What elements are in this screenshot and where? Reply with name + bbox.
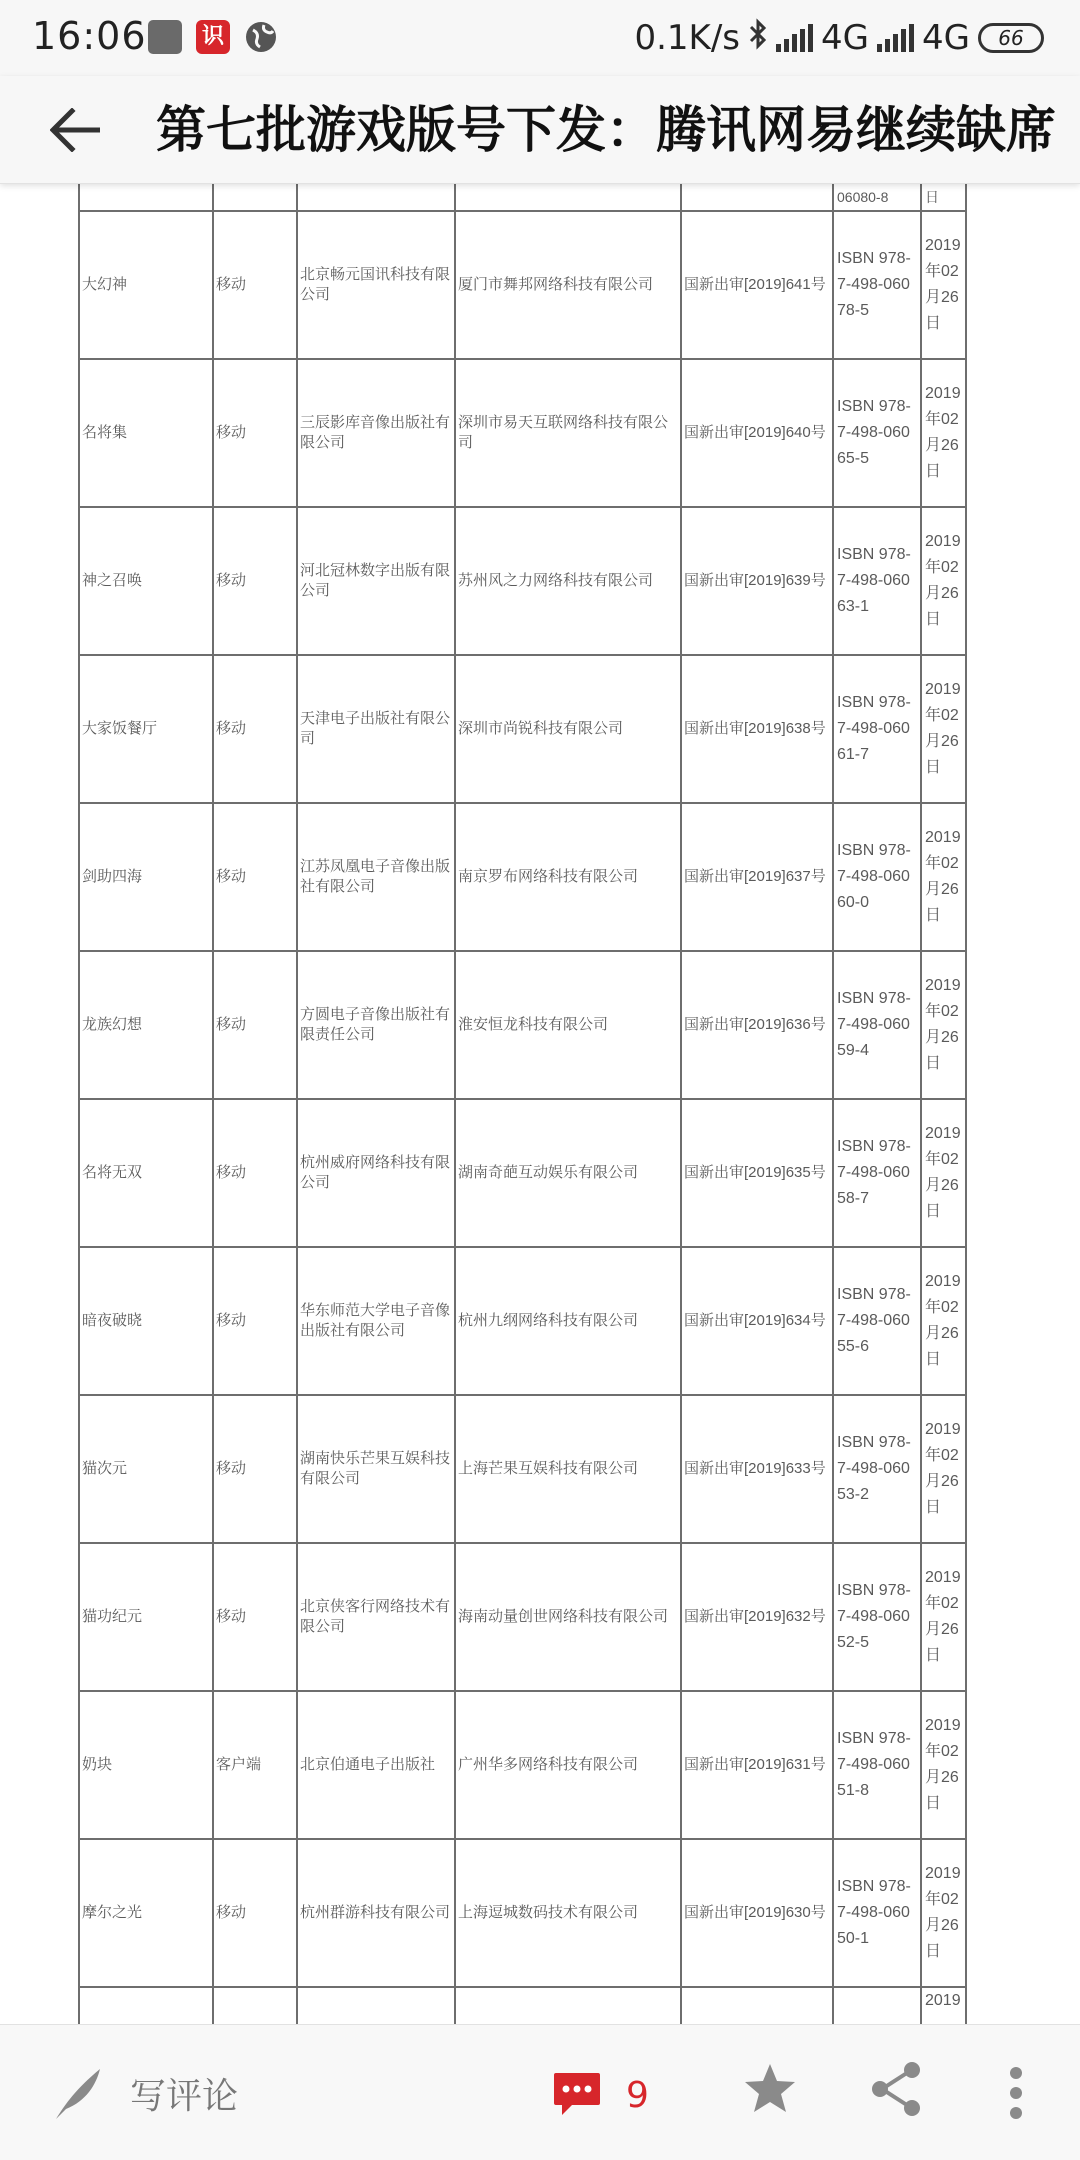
cell-date: 2019年02月26日 xyxy=(925,1717,961,1812)
cell-isbn: ISBN 978-7-498-06058-7 xyxy=(837,1138,911,1207)
table-row xyxy=(79,359,966,507)
cell-date-fragment: 日 xyxy=(921,184,966,211)
cell-publisher: 江苏凤凰电子音像出版社有限公司 xyxy=(300,858,451,895)
signal-icon-2 xyxy=(877,24,914,52)
comments-button[interactable] xyxy=(552,2059,649,2131)
table-row xyxy=(79,1099,966,1247)
cell-approval-number: 国新出审[2019]641号 xyxy=(684,276,826,293)
comment-count: 9 xyxy=(626,2074,649,2116)
table-row xyxy=(79,803,966,951)
globe-icon xyxy=(244,20,278,54)
cell-isbn: ISBN 978-7-498-06053-2 xyxy=(837,1434,911,1503)
cell-approval-number: 国新出审[2019]630号 xyxy=(684,1904,826,1921)
share-icon xyxy=(868,2061,924,2117)
cell-platform: 移动 xyxy=(216,424,247,441)
cell-isbn: ISBN 978-7-498-06078-5 xyxy=(837,250,911,319)
cell-publisher: 河北冠林数字出版有限公司 xyxy=(300,562,451,599)
cell-game-name: 猫功纪元 xyxy=(82,1608,143,1625)
shi-app-icon: 识 xyxy=(196,20,230,54)
table-row xyxy=(79,1247,966,1395)
cell-approval-number: 国新出审[2019]632号 xyxy=(684,1608,826,1625)
more-dot-icon xyxy=(1010,2107,1022,2119)
signal-icon xyxy=(776,24,813,52)
bottom-action-bar xyxy=(0,2024,1080,2160)
cell-approval-number: 国新出审[2019]631号 xyxy=(684,1756,826,1773)
status-indicators xyxy=(634,14,1044,62)
cell-operator: 海南动量创世网络科技有限公司 xyxy=(458,1608,669,1625)
back-arrow-icon xyxy=(50,108,100,152)
cell-date: 2019年02月26日 xyxy=(925,977,961,1072)
cell-game-name: 奶块 xyxy=(82,1756,113,1773)
table-row xyxy=(79,655,966,803)
cell-platform: 移动 xyxy=(216,1312,247,1329)
cell-game-name: 暗夜破晓 xyxy=(82,1312,143,1329)
cell-isbn: ISBN 978-7-498-06059-4 xyxy=(837,990,911,1059)
cell-isbn: ISBN 978-7-498-06063-1 xyxy=(837,546,911,615)
network-speed: 0.1K/s xyxy=(634,18,741,58)
table-row xyxy=(79,1691,966,1839)
cell-isbn-fragment: 06080-8 xyxy=(833,184,921,211)
cell-operator: 苏州风之力网络科技有限公司 xyxy=(458,572,654,589)
cell-platform: 移动 xyxy=(216,1460,247,1477)
article-content[interactable] xyxy=(0,184,1080,2024)
cell-operator: 上海芒果互娱科技有限公司 xyxy=(458,1460,639,1477)
cell-isbn: ISBN 978-7-498-06055-6 xyxy=(837,1286,911,1355)
cell-approval-number: 国新出审[2019]638号 xyxy=(684,720,826,737)
cell-publisher: 华东师范大学电子音像出版社有限公司 xyxy=(300,1302,451,1339)
cell-game-name: 大家饭餐厅 xyxy=(82,720,158,737)
more-options-button[interactable] xyxy=(996,2061,1036,2125)
table-row-partial-top xyxy=(79,184,966,211)
table-row xyxy=(79,951,966,1099)
cell-date: 2019年02月26日 xyxy=(925,533,961,628)
cell-publisher: 北京畅元国讯科技有限公司 xyxy=(300,266,451,303)
cell-platform: 移动 xyxy=(216,720,247,737)
cell-date: 2019年02月26日 xyxy=(925,829,961,924)
cell-date: 2019年02月26日 xyxy=(925,237,961,332)
share-button[interactable] xyxy=(868,2061,924,2121)
cell-game-name: 剑助四海 xyxy=(82,868,143,885)
cell-isbn: ISBN 978-7-498-06050-1 xyxy=(837,1878,911,1947)
table-row-partial-bottom xyxy=(79,1987,966,2024)
cell-operator: 杭州九纲网络科技有限公司 xyxy=(458,1312,639,1329)
back-button[interactable] xyxy=(40,90,120,170)
table-row xyxy=(79,1543,966,1691)
cell-date: 2019年02月26日 xyxy=(925,1273,961,1368)
cell-platform: 移动 xyxy=(216,1016,247,1033)
network-type-1: 4G xyxy=(821,18,870,58)
cell-game-name: 名将无双 xyxy=(82,1164,143,1181)
cell-approval-number: 国新出审[2019]640号 xyxy=(684,424,826,441)
cell-isbn: ISBN 978-7-498-06060-0 xyxy=(837,842,911,911)
network-type-2: 4G xyxy=(922,18,970,58)
cell-date: 2019年02月26日 xyxy=(925,385,961,480)
cell-publisher: 湖南快乐芒果互娱科技有限公司 xyxy=(300,1450,451,1487)
table-row xyxy=(79,1395,966,1543)
cell-operator: 淮安恒龙科技有限公司 xyxy=(458,1016,609,1033)
cell-date: 2019年02月26日 xyxy=(925,681,961,776)
write-comment-label: 写评论 xyxy=(130,2075,239,2117)
bluetooth-icon xyxy=(748,18,768,59)
cell-game-name: 神之召唤 xyxy=(82,572,143,589)
more-dot-icon xyxy=(1010,2067,1022,2079)
status-time: 16:06 xyxy=(32,14,147,58)
cell-publisher: 北京伯通电子出版社 xyxy=(300,1756,436,1773)
cell-game-name: 龙族幻想 xyxy=(82,1016,143,1033)
table-row xyxy=(79,507,966,655)
cell-date-fragment: 2019 xyxy=(921,1987,966,2024)
cell-operator: 南京罗布网络科技有限公司 xyxy=(458,868,639,885)
cell-publisher: 天津电子出版社有限公司 xyxy=(300,710,451,747)
license-table-image xyxy=(78,184,967,2024)
cell-operator: 深圳市易天互联网络科技有限公司 xyxy=(458,414,669,451)
cell-game-name: 摩尔之光 xyxy=(82,1904,143,1921)
cell-platform: 移动 xyxy=(216,276,247,293)
cell-game-name: 名将集 xyxy=(82,424,128,441)
cell-date: 2019年02月26日 xyxy=(925,1125,961,1220)
cell-publisher: 杭州威府网络科技有限公司 xyxy=(300,1154,451,1191)
cell-date: 2019年02月26日 xyxy=(925,1421,961,1516)
write-comment-button[interactable] xyxy=(52,2057,238,2129)
cell-game-name: 猫次元 xyxy=(82,1460,128,1477)
cell-isbn: ISBN 978-7-498-06065-5 xyxy=(837,398,911,467)
cell-operator: 湖南奇葩互动娱乐有限公司 xyxy=(458,1164,639,1181)
square-icon xyxy=(148,20,182,54)
cell-publisher: 方圆电子音像出版社有限责任公司 xyxy=(300,1006,451,1043)
table-row xyxy=(79,211,966,359)
table-row xyxy=(79,1839,966,1987)
cell-isbn: ISBN 978-7-498-06051-8 xyxy=(837,1730,911,1799)
battery-icon: 66 xyxy=(978,23,1044,53)
cell-publisher: 三辰影库音像出版社有限公司 xyxy=(300,414,451,451)
more-dot-icon xyxy=(1010,2087,1022,2099)
cell-platform: 移动 xyxy=(216,1904,247,1921)
cell-platform: 客户端 xyxy=(216,1756,262,1773)
cell-isbn: ISBN 978-7-498-06052-5 xyxy=(837,1582,911,1651)
feather-pen-icon xyxy=(52,2065,104,2121)
cell-operator: 广州华多网络科技有限公司 xyxy=(458,1756,639,1773)
cell-platform: 移动 xyxy=(216,1164,247,1181)
cell-platform: 移动 xyxy=(216,572,247,589)
cell-approval-number: 国新出审[2019]633号 xyxy=(684,1460,826,1477)
cell-isbn: ISBN 978-7-498-06061-7 xyxy=(837,694,911,763)
cell-approval-number: 国新出审[2019]639号 xyxy=(684,572,826,589)
cell-approval-number: 国新出审[2019]637号 xyxy=(684,868,826,885)
cell-operator: 深圳市尚锐科技有限公司 xyxy=(458,720,624,737)
cell-date: 2019年02月26日 xyxy=(925,1865,961,1960)
cell-operator: 上海逗城数码技术有限公司 xyxy=(458,1904,639,1921)
status-bar xyxy=(0,0,1080,76)
app-header xyxy=(0,76,1080,184)
cell-approval-number: 国新出审[2019]634号 xyxy=(684,1312,826,1329)
star-icon xyxy=(742,2061,798,2117)
cell-platform: 移动 xyxy=(216,1608,247,1625)
favorite-button[interactable] xyxy=(742,2061,798,2121)
cell-publisher: 北京侠客行网络技术有限公司 xyxy=(300,1598,451,1635)
cell-platform: 移动 xyxy=(216,868,247,885)
cell-operator: 厦门市舞邦网络科技有限公司 xyxy=(458,276,654,293)
cell-date: 2019年02月26日 xyxy=(925,1569,961,1664)
cell-approval-number: 国新出审[2019]635号 xyxy=(684,1164,826,1181)
cell-game-name: 大幻神 xyxy=(82,276,128,293)
cell-publisher: 杭州群游科技有限公司 xyxy=(300,1904,451,1921)
comment-bubble-icon xyxy=(552,2071,602,2119)
cell-approval-number: 国新出审[2019]636号 xyxy=(684,1016,826,1033)
page-title: 第七批游戏版号下发：腾讯网易继续缺席 xyxy=(156,101,1056,159)
